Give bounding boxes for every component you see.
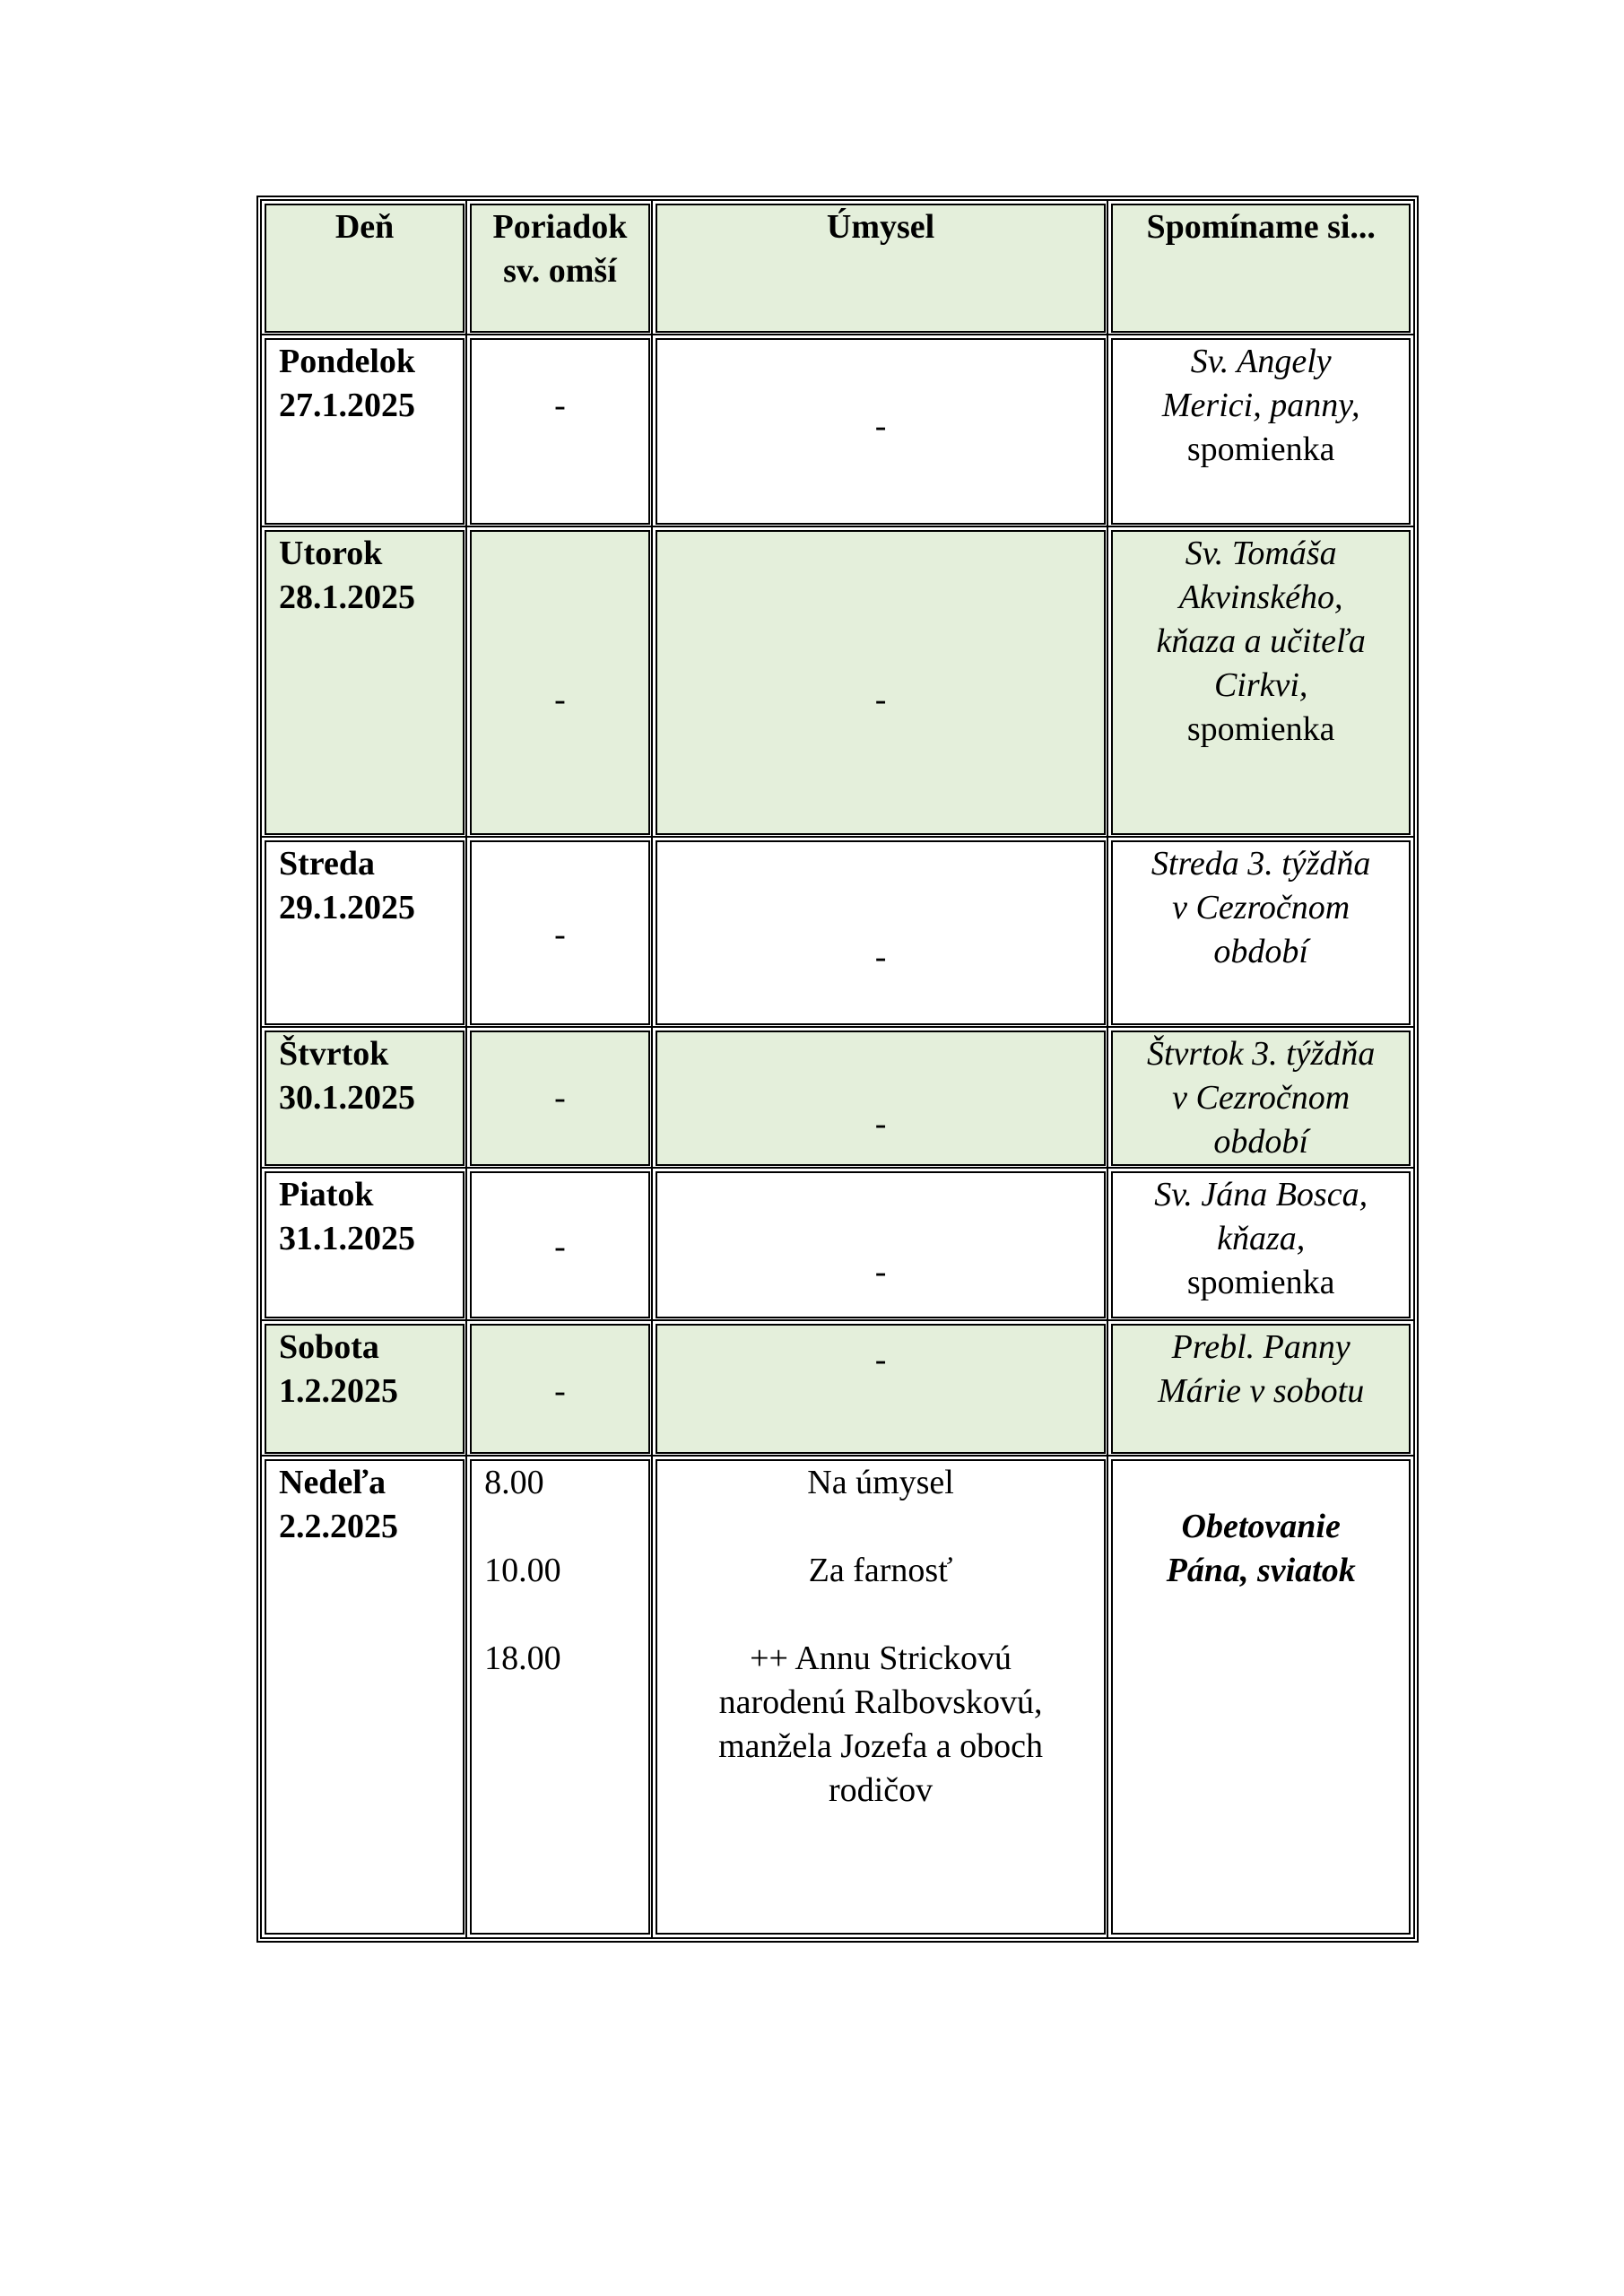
table-row bbox=[265, 1031, 1411, 1166]
remember-cell: Streda 3. týždňa v Cezročnom období bbox=[1111, 840, 1411, 1025]
mass-schedule-table bbox=[256, 196, 1419, 1943]
day-cell: Sobota 1.2.2025 bbox=[265, 1324, 465, 1454]
table-row bbox=[265, 840, 1411, 1025]
day-cell: Utorok 28.1.2025 bbox=[265, 530, 465, 835]
order-cell: - bbox=[470, 338, 650, 525]
mass-time: 10.00 bbox=[484, 1552, 561, 1589]
header-intent: Úmysel bbox=[656, 204, 1107, 333]
table-row bbox=[265, 338, 1411, 525]
intent-cell: - bbox=[656, 530, 1107, 835]
remember-cell: Štvrtok 3. týždňa v Cezročnom období bbox=[1111, 1031, 1411, 1166]
day-cell: Piatok 31.1.2025 bbox=[265, 1171, 465, 1318]
table-row bbox=[265, 530, 1411, 835]
day-cell: Streda 29.1.2025 bbox=[265, 840, 465, 1025]
mass-intent: Za farnosť bbox=[808, 1552, 953, 1589]
order-cell: - bbox=[470, 1324, 650, 1454]
mass-time: 18.00 bbox=[484, 1639, 561, 1677]
mass-intent: ++ Annu Strickovú bbox=[750, 1639, 1012, 1677]
day-cell: Štvrtok 30.1.2025 bbox=[265, 1031, 465, 1166]
table-row bbox=[265, 1171, 1411, 1318]
order-cell: - bbox=[470, 1031, 650, 1166]
mass-intent-line: manžela Jozefa a oboch bbox=[718, 1727, 1043, 1765]
header-day: Deň bbox=[265, 204, 465, 333]
table-row bbox=[265, 1459, 1411, 1935]
mass-intent: Na úmysel bbox=[807, 1464, 954, 1501]
remember-cell: Sv. Angely Merici, panny, spomienka bbox=[1111, 338, 1411, 525]
order-cell: - bbox=[470, 1171, 650, 1318]
order-cell: - bbox=[470, 530, 650, 835]
remember-cell: Prebl. Panny Márie v sobotu bbox=[1111, 1324, 1411, 1454]
intent-cell: - bbox=[656, 338, 1107, 525]
remember-cell: Obetovanie Pána, sviatok bbox=[1111, 1459, 1411, 1935]
mass-intent-line: narodenú Ralbovskovú, bbox=[718, 1683, 1043, 1721]
header-row bbox=[265, 204, 1411, 333]
intent-cell: - bbox=[656, 1171, 1107, 1318]
remember-cell: Sv. Tomáša Akvinského, kňaza a učiteľa Cirkvi, spomienka bbox=[1111, 530, 1411, 835]
intent-cell bbox=[656, 1459, 1107, 1935]
mass-intent-line: rodičov bbox=[829, 1771, 934, 1809]
intent-cell: - bbox=[656, 1324, 1107, 1454]
order-cell: - bbox=[470, 840, 650, 1025]
intent-cell: - bbox=[656, 840, 1107, 1025]
header-order: Poriadok sv. omší bbox=[470, 204, 650, 333]
day-cell: Pondelok 27.1.2025 bbox=[265, 338, 465, 525]
mass-time: 8.00 bbox=[484, 1464, 544, 1501]
remember-cell: Sv. Jána Bosca, kňaza, spomienka bbox=[1111, 1171, 1411, 1318]
header-remember: Spomíname si... bbox=[1111, 204, 1411, 333]
order-cell bbox=[470, 1459, 650, 1935]
intent-cell: - bbox=[656, 1031, 1107, 1166]
day-cell: Nedeľa 2.2.2025 bbox=[265, 1459, 465, 1935]
table-row bbox=[265, 1324, 1411, 1454]
